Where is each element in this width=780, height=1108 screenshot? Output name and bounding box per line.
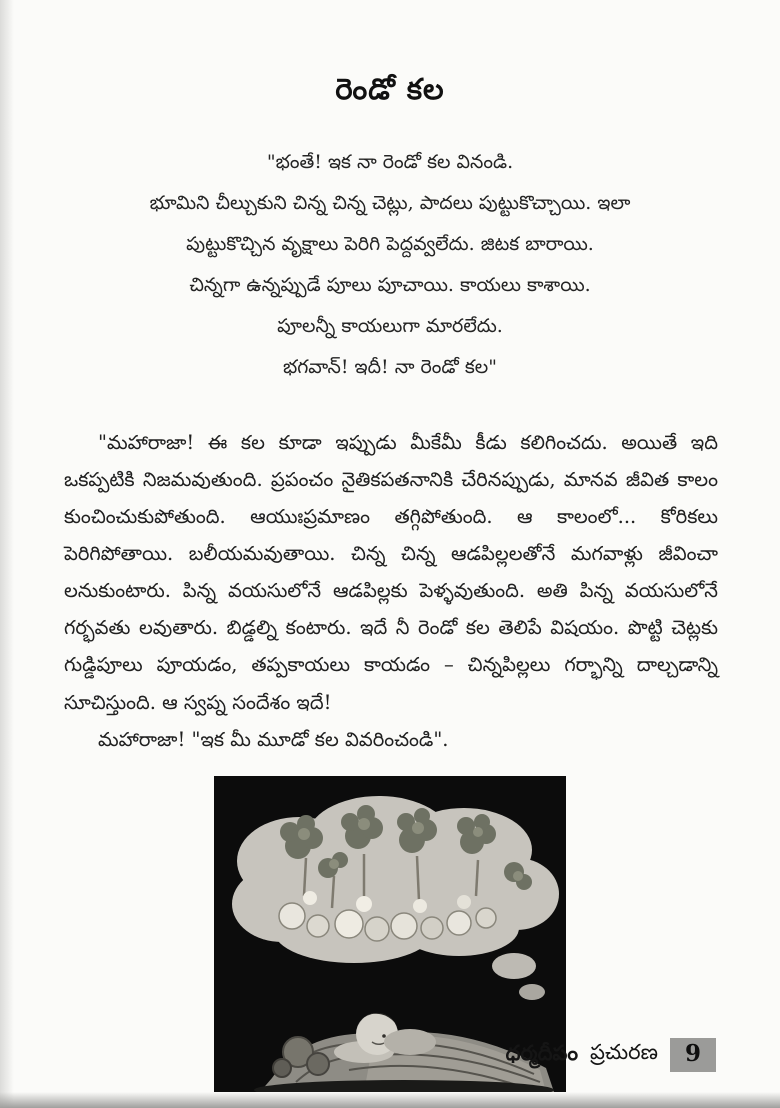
cloud-tail-puff [492,953,536,979]
body-paragraph: "మహారాజా! ఈ కల కూడా ఇప్పుడు మీకేమీ కీడు కలిగించదు. అయితే ఇది ఒకప్పటికి నిజమవుతుంది. ప్రపంచం నైతికపతనానికి చేరినప్పుడు, మానవ జీవిత కాలం కుంచించుకుపోతుంది. ఆయుఃప్రమాణం తగ్గిపోతుంది. ఆ కాలంలో... కోరికలు పెరిగిపోతాయి. బలీయమవుతాయి. చిన్న చిన్న ఆడపిల్లలతోనే మగవాళ్లు జీవించా లనుకుంటారు. పిన్న వయసులోనే ఆడపిల్లకు పెళ్ళవుతుంది. అతి పిన్న వయసులోనే గర్భవతు లవుతారు. బిడ్డల్ని కంటారు. ఇదే నీ రెండో కల తెలిపే విషయం. పొట్టి చెట్లకు గుడ్డిపూలు పూయడం, తప్పకాయలు కాయడం – చిన్నపిల్లలు గర్భాన్ని దాల్చడాన్ని సూచిస్తుంది. ఆ స్వప్న సందేశం ఇదే! [64,431,718,714]
verse-line: భగవాన్! ఇదీ! నా రెండో కల" [282,356,497,379]
page-title: రెండో కల [335,72,445,106]
verse-line: భూమిని చీల్చుకుని చిన్న చిన్న చెట్లు, పాదలు పుట్టుకొచ్చాయి. ఇలా [149,192,631,215]
verse-line: పూలన్నీ కాయలుగా మారలేదు. [277,315,503,338]
page-footer [506,1038,716,1072]
cloud-tail-puff [519,984,545,1000]
scan-bottom-shadow [0,1092,780,1108]
closing-line: మహారాజా! "ఇక మీ మూడో కల వివరించండి". [98,727,449,751]
publisher-name: ధర్మదీపం [505,1039,579,1065]
verse-block [0,142,780,388]
verse-line: "భంతే! ఇక నా రెండో కల వినండి. [266,151,514,173]
verse-line: పుట్టుకొచ్చిన వృక్షాలు పెరిగి పెద్దవ్వలేదు. జిటక బారాయి. [186,233,594,256]
publication-word: ప్రచురణ [590,1040,658,1065]
verse-line: చిన్నగా ఉన్నప్పుడే పూలు పూచాయి. కాయలు కాశాయి. [189,274,591,297]
page-number: 9 [670,1038,716,1072]
